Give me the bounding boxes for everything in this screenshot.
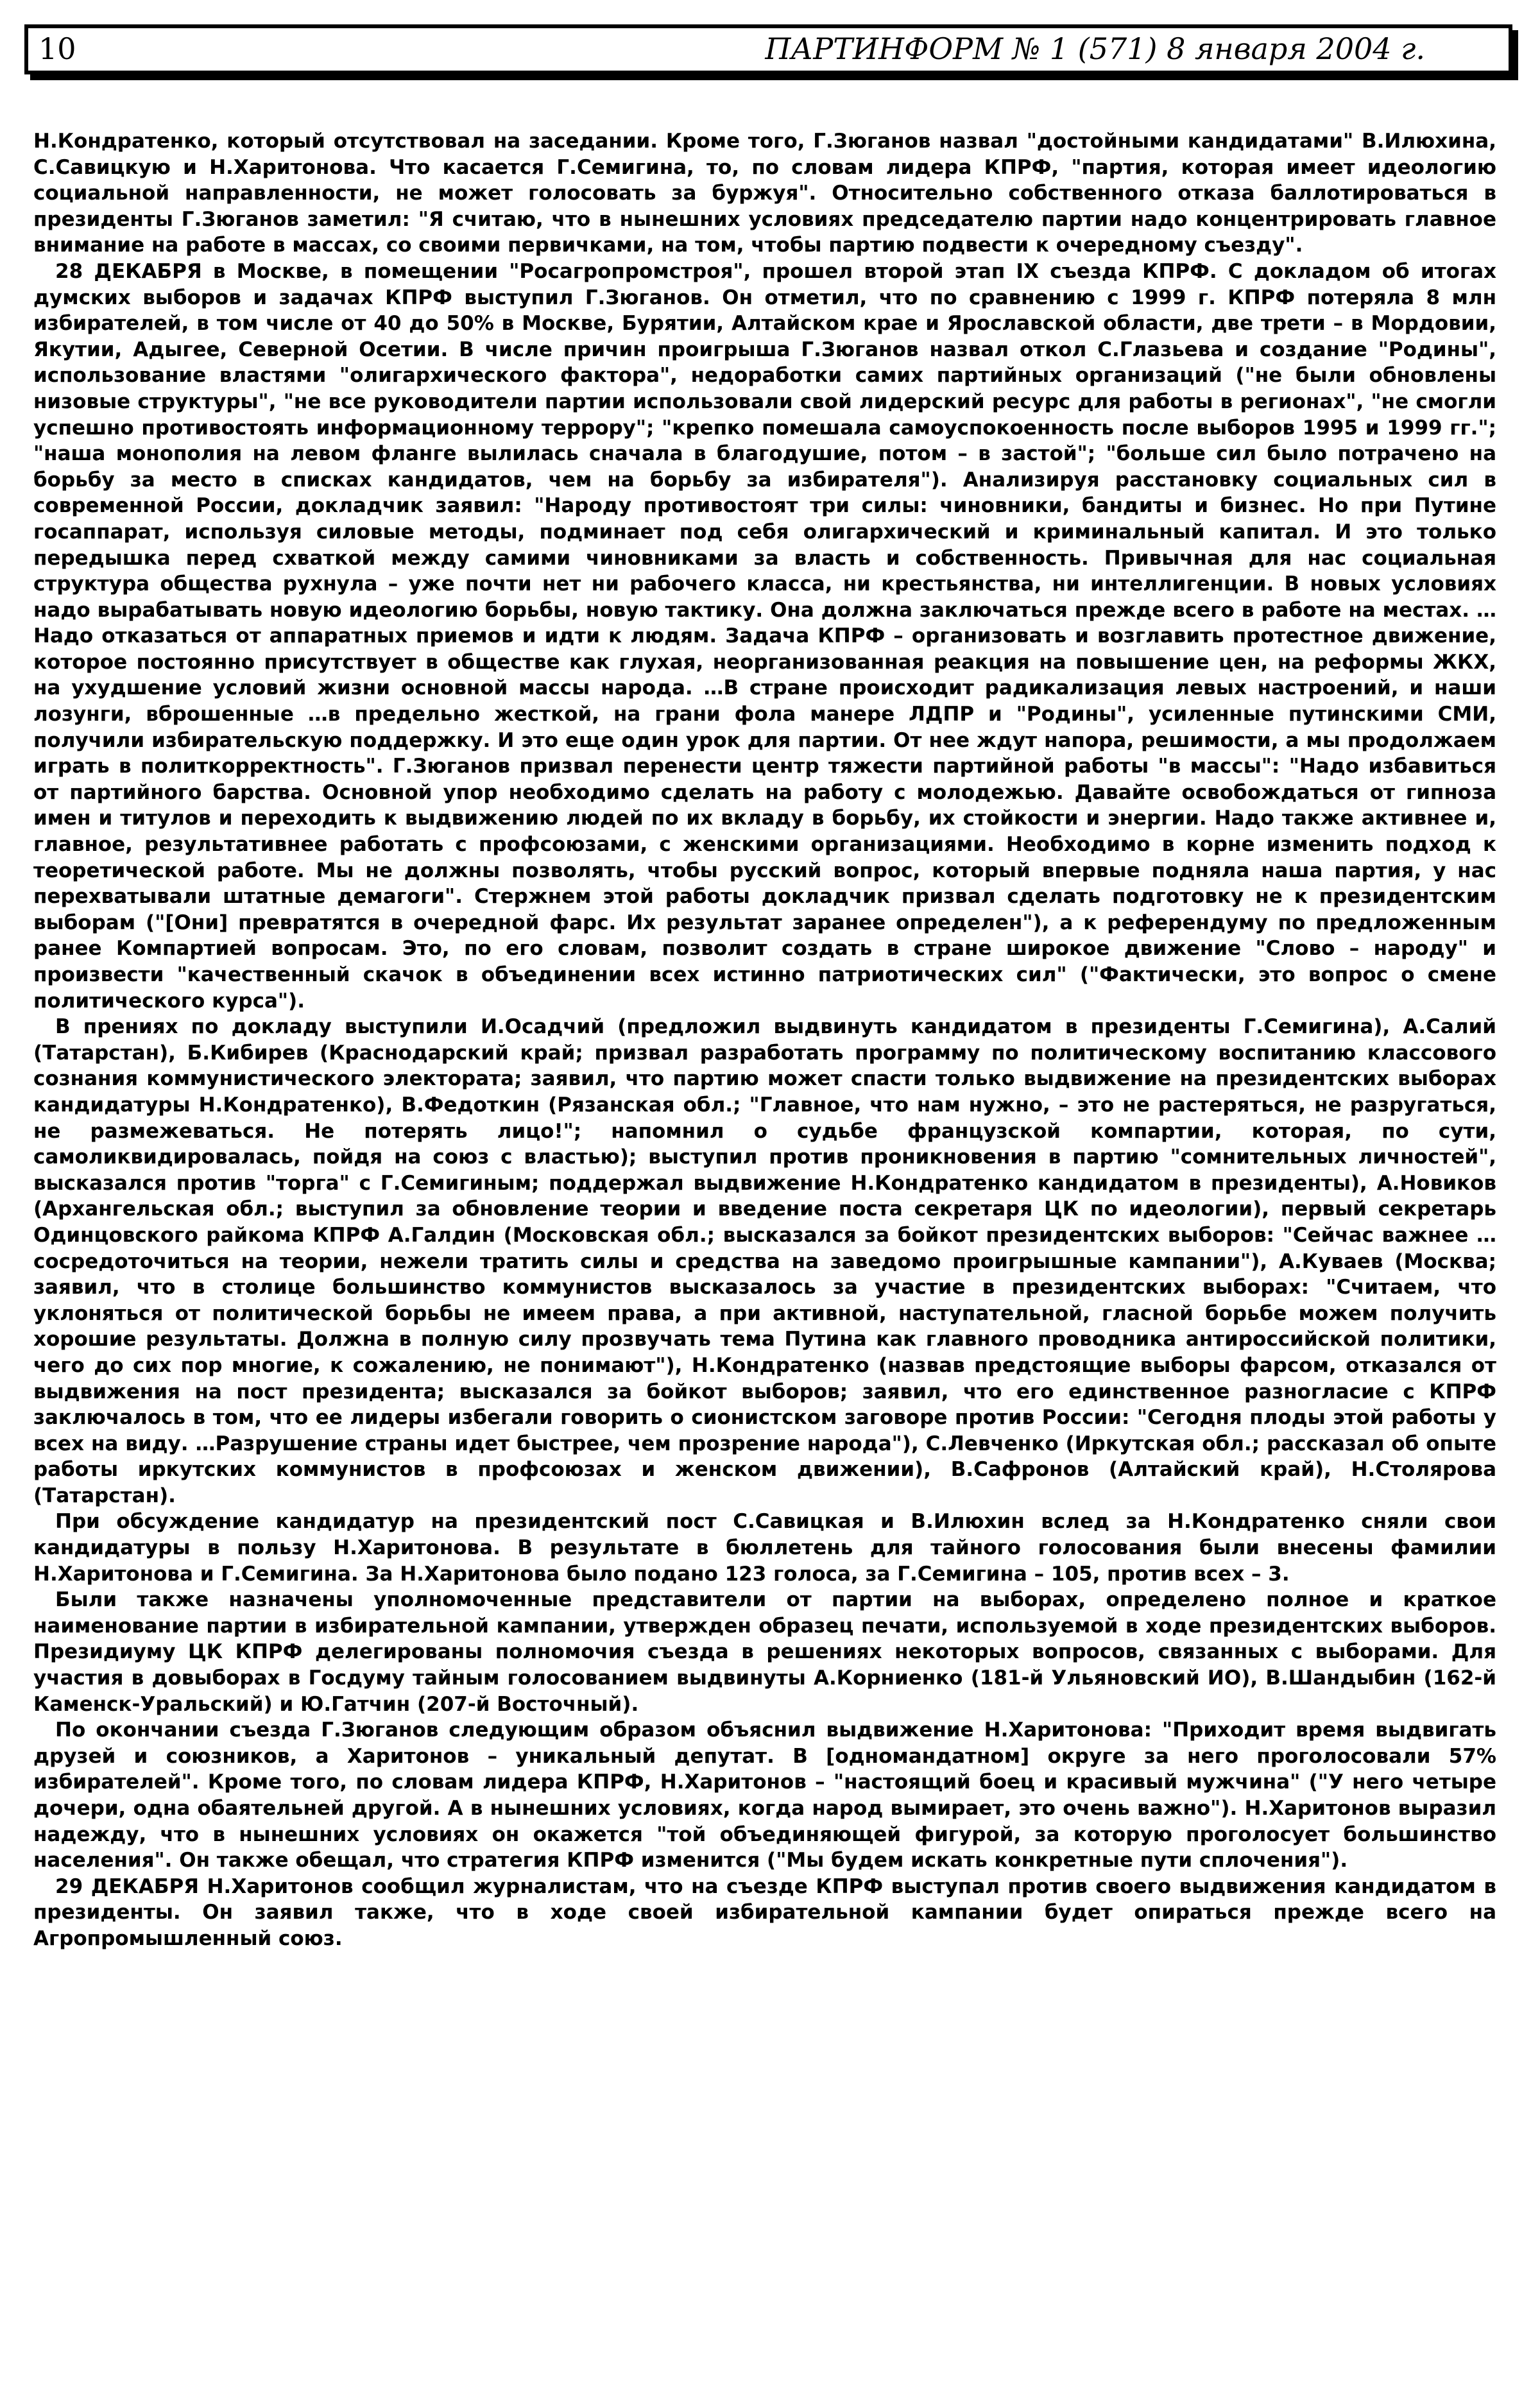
issue-line: ПАРТИНФОРМ № 1 (571) 8 января 2004 г. <box>765 31 1425 66</box>
page-number: 10 <box>38 31 76 66</box>
paragraph-debates: В прениях по докладу выступили И.Осадчий (предложил выдвинуть кандидатом в президенты Г.Семигина), А.Салий (Татарстан), Б.Кибирев (Краснодарский край; призвал разработать программу по политическому воспитанию классового сознания коммунистического электората; заявил, что партию может спасти только выдвижение на президентских выборах кандидатуры Н.Кондратенко), В.Федоткин (Рязанская обл.; "Главное, что нам нужно, – это не растеряться, не разругаться, не размежеваться. Не потерять лицо!"; напомнил о судьбе французской компартии, которая, по сути, самоликвидировалась, пойдя на союз с властью); выступил против проникновения в партию "сомнительных личностей", высказался против "торга" с Г.Семигиным; поддержал выдвижение Н.Кондратенко кандидатом в президенты), А.Новиков (Архангельская обл.; выступил за обновление теории и введение поста секретаря ЦК по идеологии), первый секретарь Одинцовского райкома КПРФ А.Галдин (Московская обл.; высказался за бойкот президентских выборов: "Сейчас важнее …сосредоточиться на теории, нежели тратить силы и средства на заведомо проигрышные кампании"), А.Куваев (Москва; заявил, что в столице большинство коммунистов высказалось за участие в президентских выборах: "Считаем, что уклоняться от политической борьбы не имеем права, а при активной, наступательной, гласной борьбе можем получить хорошие результаты. Должна в полную силу прозвучать тема Путина как главного проводника антироссийской политики, чего до сих пор многие, к сожалению, не понимают"), Н.Кондратенко (назвав предстоящие выборы фарсом, отказался от выдвижения на пост президента; высказался за бойкот выборов; заявил, что его единственное разногласие с КПРФ заключалось в том, что ее лидеры избегали говорить о сионистском заговоре против России: "Сегодня плоды этой работы у всех на виду. …Разрушение страны идет быстрее, чем прозрение народа"), С.Левченко (Иркутская обл.; рассказал об опыте работы иркутских коммунистов в профсоюзах и женском движении), В.Сафронов (Алтайский край), Н.Столярова (Татарстан). <box>33 1015 1496 1507</box>
paragraph-continuation: Н.Кондратенко, который отсутствовал на заседании. Кроме того, Г.Зюганов назвал "достойными кандидатами" В.Илюхина, С.Савицкую и Н.Харитонова. Что касается Г.Семигина, то, по словам лидера КПРФ, "партия, которая имеет идеологию социальной направленности, не может голосовать за буржуя". Относительно собственного отказа баллотироваться в президенты Г.Зюганов заметил: "Я считаю, что в нынешних условиях председателю партии надо концентрировать главное внимание на работе в массах, со своими первичками, на том, чтобы партию подвести к очередному съезду". <box>33 130 1496 257</box>
paragraph-zyuganov-explanation: По окончании съезда Г.Зюганов следующим образом объяснил выдвижение Н.Харитонова: "Приходит время выдвигать друзей и союзников, а Харитонов – уникальный депутат. В [одномандатном] округе за него проголосовали 57% избирателей". Кроме того, по словам лидера КПРФ, Н.Харитонов – "настоящий боец и красивый мужчина" ("У него четыре дочери, одна обаятельней другой. А в нынешних условиях, когда народ вымирает, это очень важно"). Н.Харитонов выразил надежду, что в нынешних условиях он окажется "той объединяющей фигурой, за которую проголосует большинство населения". Он также обещал, что стратегия КПРФ изменится ("Мы будем искать конкретные пути сплочения"). <box>33 1718 1496 1872</box>
article-body <box>33 128 1496 1952</box>
paragraph-december-29: 29 ДЕКАБРЯ Н.Харитонов сообщил журналистам, что на съезде КПРФ выступал против своего выдвижения кандидатом в президенты. Он заявил также, что в ходе своей избирательной кампании будет опираться прежде всего на Агропромышленный союз. <box>33 1874 1496 1950</box>
page-header <box>24 24 1512 74</box>
paragraph-candidates-vote: При обсуждение кандидатур на президентский пост С.Савицкая и В.Илюхин вслед за Н.Кондратенко сняли свои кандидатуры в пользу Н.Харитонова. В результате в бюллетень для тайного голосования были внесены фамилии Н.Харитонова и Г.Семигина. За Н.Харитонова было подано 123 голоса, за Г.Семигина – 105, против всех – 3. <box>33 1510 1496 1586</box>
paragraph-appointments: Были также назначены уполномоченные представители от партии на выборах, определено полное и краткое наименование партии в избирательной кампании, утвержден образец печати, используемой в ходе президентских выборов. Президиуму ЦК КПРФ делегированы полномочия съезда в решениях некоторых вопросов, связанных с выборами. Для участия в довыборах в Госдуму тайным голосованием выдвинуты А.Корниенко (181-й Ульяновский ИО), В.Шандыбин (162-й Каменск-Уральский) и Ю.Гатчин (207-й Восточный). <box>33 1588 1496 1716</box>
paragraph-december-28: 28 ДЕКАБРЯ в Москве, в помещении "Росагропромстроя", прошел второй этап IX съезда КПРФ. С докладом об итогах думских выборов и задачах КПРФ выступил Г.Зюганов. Он отметил, что по сравнению с 1999 г. КПРФ потеряла 8 млн избирателей, в том числе от 40 до 50% в Москве, Бурятии, Алтайском крае и Ярославской области, две трети – в Мордовии, Якутии, Адыгее, Северной Осетии. В числе причин проигрыша Г.Зюганов назвал откол С.Глазьева и создание "Родины", использование властями "олигархического фактора", недоработки самих партийных организаций ("не были обновлены низовые структуры", "не все руководители партии использовали свой лидерский ресурс для работы в регионах", "не смогли успешно противостоять информационному террору"; "крепко помешала самоуспокоенность после выборов 1995 и 1999 гг."; "наша монополия на левом фланге вылилась сначала в благодушие, потом – в застой"; "больше сил было потрачено на борьбу за место в списках кандидатов, чем на борьбу за избирателя"). Анализируя расстановку социальных сил в современной России, докладчик заявил: "Народу противостоят три силы: чиновники, бандиты и бизнес. Но при Путине госаппарат, используя силовые методы, подминает под себя олигархический и криминальный капитал. И это только передышка перед схваткой между самими чиновниками за власть и собственность. Привычная для нас социальная структура общества рухнула – уже почти нет ни рабочего класса, ни крестьянства, ни интеллигенции. В новых условиях надо вырабатывать новую идеологию борьбы, новую тактику. Она должна заключаться прежде всего в работе на местах. …Надо отказаться от аппаратных приемов и идти к людям. Задача КПРФ – организовать и возглавить протестное движение, которое постоянно присутствует в обществе как глухая, неорганизованная реакция на повышение цен, на реформы ЖКХ, на ухудшение условий жизни основной массы народа. …В стране происходит радикализация левых настроений, и наши лозунги, вброшенные …в предельно жесткой, на грани фола манере ЛДПР и "Родины", усиленные путинскими СМИ, получили избирательскую поддержку. И это еще один урок для партии. От нее ждут напора, решимости, а мы продолжаем играть в политкорректность". Г.Зюганов призвал перенести центр тяжести партийной работы "в массы": "Надо избавиться от партийного барства. Основной упор необходимо сделать на работу с молодежью. Давайте освобождаться от гипноза имен и титулов и переходить к выдвижению людей по их вкладу в борьбу, их стойкости и энергии. Надо также активнее и, главное, результативнее работать с профсоюзами, с женскими организациями. Необходимо в корне изменить подход к теоретической работе. Мы не должны позволять, чтобы русский вопрос, который впервые подняла наша партия, у нас перехватывали штатные демагоги". Стержнем этой работы докладчик призвал сделать подготовку не к президентским выборам ("[Они] превратятся в очередной фарс. Их результат заранее определен"), а к референдуму по предложенным ранее Компартией вопросам. Это, по его словам, позволит создать в стране широкое движение "Слово – народу" и произвести "качественный скачок в объединении всех истинно патриотических сил" ("Фактически, это вопрос о смене политического курса"). <box>33 259 1496 1013</box>
